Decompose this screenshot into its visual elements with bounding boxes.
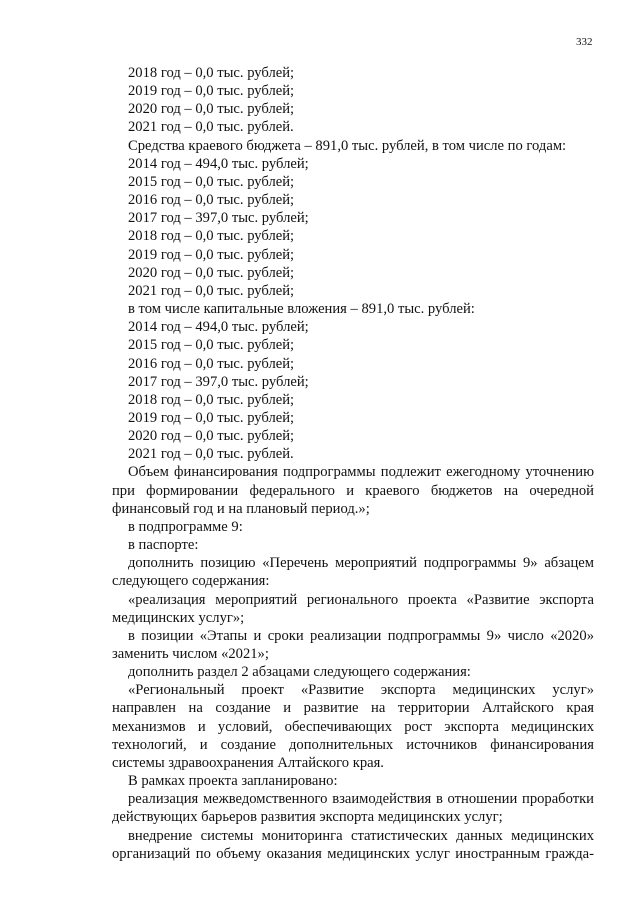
paragraph: В рамках проекта запланировано: (128, 773, 338, 790)
text-line: 2015 год – 0,0 тыс. рублей; (128, 337, 295, 354)
text-line: 2019 год – 0,0 тыс. рублей; (128, 246, 295, 263)
paragraph: в паспорте: (128, 537, 199, 554)
text-line: 2020 год – 0,0 тыс. рублей; (128, 428, 295, 445)
paragraph: «реализация мероприятий регионального проекта «Развитие экспорта медицинских услуг»; (112, 591, 594, 626)
text-line: 2019 год – 0,0 тыс. рублей; (128, 409, 295, 426)
text-line: 2017 год – 397,0 тыс. рублей; (128, 210, 309, 227)
text-line: 2018 год – 0,0 тыс. рублей; (128, 228, 295, 245)
document-body (112, 64, 594, 863)
text-line: 2020 год – 0,0 тыс. рублей; (128, 264, 295, 281)
text-line: 2015 год – 0,0 тыс. рублей; (128, 173, 295, 190)
paragraph: дополнить раздел 2 абзацами следующего содержания: (128, 664, 471, 681)
text-line: 2017 год – 397,0 тыс. рублей; (128, 373, 309, 390)
text-line: 2016 год – 0,0 тыс. рублей; (128, 355, 295, 372)
text-line: 2014 год – 494,0 тыс. рублей; (128, 155, 309, 172)
paragraph: дополнить позицию «Перечень мероприятий подпрограммы 9» абзацем следующего содержания: (112, 555, 594, 590)
text-line: 2014 год – 494,0 тыс. рублей; (128, 319, 309, 336)
text-line: 2021 год – 0,0 тыс. рублей; (128, 282, 295, 299)
text-line: 2020 год – 0,0 тыс. рублей; (128, 101, 295, 118)
text-line: 2018 год – 0,0 тыс. рублей; (128, 65, 295, 81)
paragraph: Объем финансирования подпрограммы подлежит ежегодному уточнению при формировании федерального и краевого бюджетов на очередной финансовый год и на плановый период.»; (112, 464, 594, 517)
text-line: в том числе капитальные вложения – 891,0 тыс. рублей: (128, 301, 475, 318)
paragraph: реализация межведомственного взаимодействия в отношении проработки действующих барьеров развития экспорта медицинских услуг; (112, 791, 594, 826)
text-line: 2018 год – 0,0 тыс. рублей; (128, 391, 295, 408)
paragraph: в подпрограмме 9: (128, 518, 243, 535)
paragraph: «Региональный проект «Развитие экспорта медицинских услуг» направлен на создание и развитие на территории Алтайского края механизмов и условий, обеспечивающих рост экспорта медицинских технологий, и создание дополнительных источников финансирования системы здравоохранения Алтайского края. (112, 682, 594, 771)
text-line: 2021 год – 0,0 тыс. рублей. (128, 119, 294, 136)
page-number: 332 (576, 36, 593, 48)
text-line: 2016 год – 0,0 тыс. рублей; (128, 192, 295, 209)
paragraph: в позиции «Этапы и сроки реализации подпрограммы 9» число «2020» заменить числом «2021»; (112, 627, 594, 662)
text-line: Средства краевого бюджета – 891,0 тыс. рублей, в том числе по годам: (128, 137, 567, 154)
text-line: 2019 год – 0,0 тыс. рублей; (128, 83, 295, 100)
paragraph: внедрение системы мониторинга статистических данных медицинских организаций по объему оказания медицинских услуг иностранным гражда- (112, 827, 594, 862)
text-line: 2021 год – 0,0 тыс. рублей. (128, 446, 294, 463)
